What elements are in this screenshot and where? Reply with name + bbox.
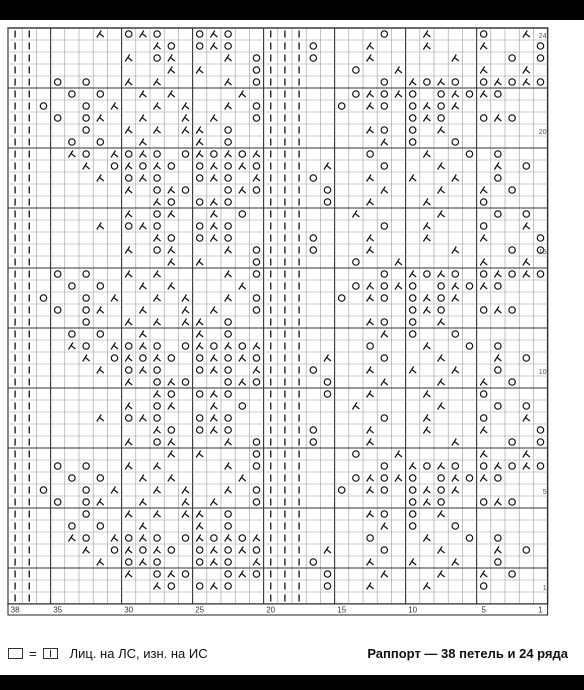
row-number-label: 20 [538, 129, 547, 136]
column-number-label: 25 [195, 605, 205, 615]
chart-legend [8, 640, 578, 666]
column-number-label: 1 [538, 605, 543, 615]
column-number-label: 5 [481, 605, 486, 615]
row-number-label: 1 [542, 585, 547, 592]
knitting-chart-sheet [0, 20, 584, 675]
purl-stitch-symbol-icon [43, 648, 58, 659]
column-number-label: 30 [124, 605, 134, 615]
legend-description: Лиц. на ЛС, изн. на ИС [69, 645, 208, 661]
row-number-label: 5 [542, 489, 547, 496]
column-number-label: 15 [337, 605, 347, 615]
row-number-label: 10 [538, 369, 547, 376]
knitting-chart-grid [0, 20, 584, 635]
repeat-note: Раппорт — 38 петель и 24 ряда [367, 645, 568, 661]
knit-stitch-symbol-icon [8, 648, 23, 659]
column-number-label: 20 [266, 605, 276, 615]
row-number-label: 24 [538, 33, 547, 40]
column-number-strip [8, 604, 548, 615]
row-number-label: 15 [538, 249, 547, 256]
column-number-label: 10 [408, 605, 418, 615]
column-number-label: 38 [10, 605, 20, 615]
legend-equals: = [29, 645, 37, 661]
column-number-label: 35 [53, 605, 63, 615]
